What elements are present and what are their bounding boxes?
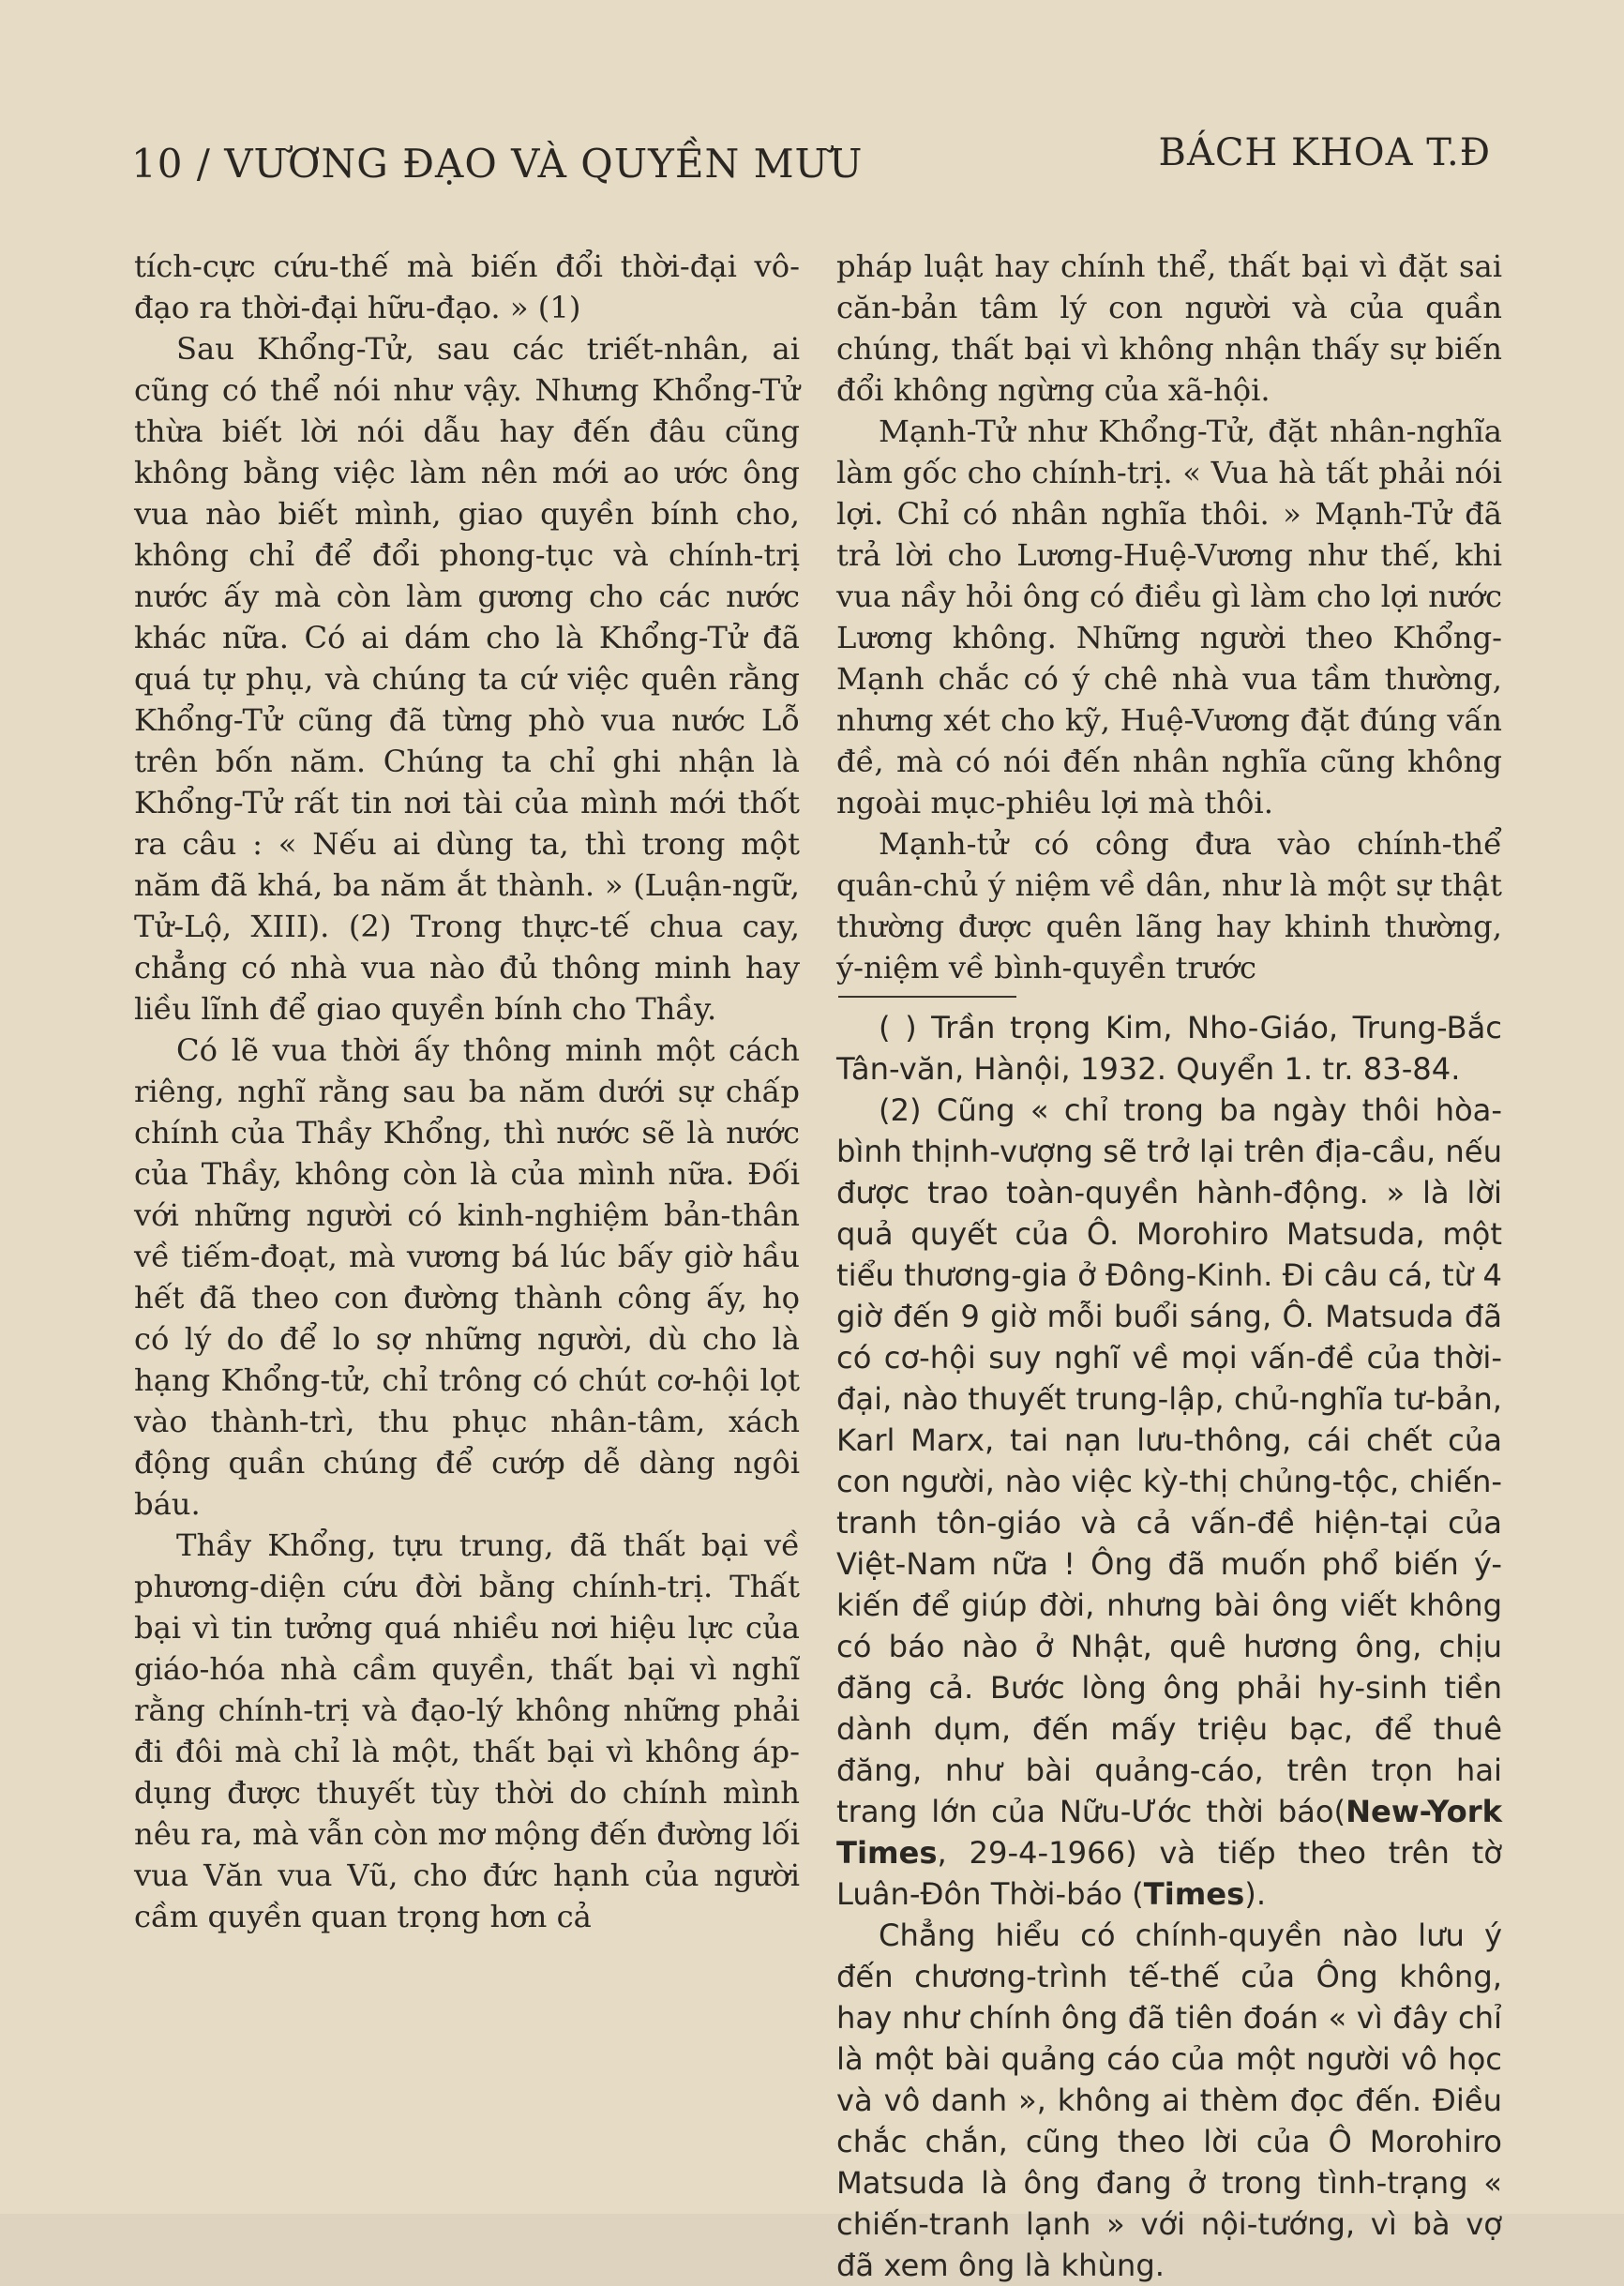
footnote-1: ( ) Trần trọng Kim, Nho-Giáo, Trung-Bắc Tân-văn, Hànội, 1932. Quyển 1. tr. 83-84.	[836, 1010, 1502, 1087]
right-column	[836, 246, 1502, 2286]
left-column	[134, 246, 800, 1937]
page-number-and-title: 10 / VƯƠNG ĐẠO VÀ QUYỀN MƯU	[131, 141, 864, 187]
paragraph: Mạnh-tử có công đưa vào chính-thể quân-chủ ý niệm về dân, như là một sự thật thường được quên lãng hay khinh thường, ý-niệm về bình-quyền trước	[836, 826, 1502, 985]
footnote-2-text: (2) Cũng « chỉ trong ba ngày thôi hòa-bình thịnh-vượng sẽ trở lại trên địa-cầu, nếu được trao toàn-quyền hành-động. » là lời quả quyết của Ô. Morohiro Matsuda, một tiểu thương-gia ở Đông-Kinh. Đi câu cá, từ 4 giờ đến 9 giờ mỗi buổi sáng, Ô. Matsuda đã có cơ-hội suy nghĩ về mọi vấn-đề của thời-đại, nào thuyết trung-lập, chủ-nghĩa tư-bản, Karl Marx, tai nạn lưu-thông, cái chết của con người, nào việc kỳ-thị chủng-tộc, chiến-tranh tôn-giáo và cả vấn-đề hiện-tại của Việt-Nam nữa ! Ông đã muốn phổ biến ý-kiến để giúp đời, nhưng bài ông viết không có báo nào ở Nhật, quê hương ông, chịu đăng cả. Bước lòng ông phải hy-sinh tiền dành dụm, đến mấy triệu bạc, để thuê đăng, như bài quảng-cáo, trên trọn hai trang lớn của Nữu-Ước thời báo(	[836, 1092, 1502, 1829]
paragraph: tích-cực cứu-thế mà biến đổi thời-đại vô-đạo ra thời-đại hữu-đạo. » (1)	[134, 248, 800, 325]
footnote-3: Chẳng hiểu có chính-quyền nào lưu ý đến chương-trình tế-thế của Ông không, hay như chính ông đã tiên đoán « vì đây chỉ là một bài quảng cáo của một người vô học và vô danh », không ai thèm đọc đến. Điều chắc chắn, cũng theo lời của Ô Morohiro Matsuda là ông đang ở trong tình-trạng « chiến-tranh lạnh » với nội-tướng, vì bà vợ đã xem ông là khùng.	[836, 1918, 1502, 2283]
paragraph: Mạnh-Tử như Khổng-Tử, đặt nhân-nghĩa làm gốc cho chính-trị. « Vua hà tất phải nói lợi. Chỉ có nhân nghĩa thôi. » Mạnh-Tử đã trả lời cho Lương-Huệ-Vương như thế, khi vua nầy hỏi ông có điều gì làm cho lợi nước Lương không. Những người theo Khổng-Mạnh chắc có ý chê nhà vua tầm thường, nhưng xét cho kỹ, Huệ-Vương đặt đúng vấn đề, mà có nói đến nhân nghĩa cũng không ngoài mục-phiêu lợi mà thôi.	[836, 414, 1502, 820]
newspaper-name: New-York Times	[836, 1794, 1502, 1871]
page-header	[131, 131, 1491, 197]
paragraph: Thầy Khổng, tựu trung, đã thất bại về phương-diện cứu đời bằng chính-trị. Thất bại vì tin tưởng quá nhiều nơi hiệu lực của giáo-hóa nhà cầm quyền, thất bại vì nghĩ rằng chính-trị và đạo-lý không những phải đi đôi mà chỉ là một, thất bại vì không áp-dụng được thuyết tùy thời do chính mình nêu ra, mà vẫn còn mơ mộng đến đường lối vua Văn vua Vũ, cho đức hạnh của người cầm quyền quan trọng hơn cả	[134, 1527, 800, 1934]
footnote-2-text: , 29-4-1966) và tiếp theo trên tờ Luân-Đôn Thời-báo (	[836, 1835, 1502, 1912]
newspaper-name: Times	[1143, 1876, 1245, 1912]
footnote-2-text: ).	[1244, 1876, 1267, 1912]
paragraph: Có lẽ vua thời ấy thông minh một cách riêng, nghĩ rằng sau ba năm dưới sự chấp chính của Thầy Khổng, thì nước sẽ là nước của Thầy, không còn là của mình nữa. Đối với những người có kinh-nghiệm bản-thân về tiếm-đoạt, mà vương bá lúc bấy giờ hầu hết đã theo con đường thành công ấy, họ có lý do để lo sợ những người, dù cho là hạng Khổng-tử, chỉ trông có chút cơ-hội lọt vào thành-trì, thu phục nhân-tâm, xách động quần chúng để cướp dễ dàng ngôi báu.	[134, 1032, 800, 1522]
paragraph: Sau Khổng-Tử, sau các triết-nhân, ai cũng có thể nói như vậy. Nhưng Khổng-Tử thừa biết lời nói dẫu hay đến đâu cũng không bằng việc làm nên mới ao ước ông vua nào biết mình, giao quyền bính cho, không chỉ để đổi phong-tục và chính-trị nước ấy mà còn làm gương cho các nước khác nữa. Có ai dám cho là Khổng-Tử đã quá tự phụ, và chúng ta cứ việc quên rằng Khổng-Tử cũng đã từng phò vua nước Lỗ trên bốn năm. Chúng ta chỉ ghi nhận là Khổng-Tử rất tin nơi tài của mình mới thốt ra câu : « Nếu ai dùng ta, thì trong một năm đã khá, ba năm ắt thành. » (Luận-ngữ, Tử-Lộ, XIII). (2) Trong thực-tế chua cay, chẳng có nhà vua nào đủ thông minh hay liều lĩnh để giao quyền bính cho Thầy.	[134, 331, 800, 1027]
footnote-divider	[838, 996, 1016, 998]
footnote-2	[836, 1090, 1502, 1915]
magazine-name: BÁCH KHOA T.Đ	[1158, 131, 1491, 174]
paragraph: pháp luật hay chính thể, thất bại vì đặt sai căn-bản tâm lý con người và của quần chúng, thất bại vì không nhận thấy sự biến đổi không ngừng của xã-hội.	[836, 248, 1502, 408]
